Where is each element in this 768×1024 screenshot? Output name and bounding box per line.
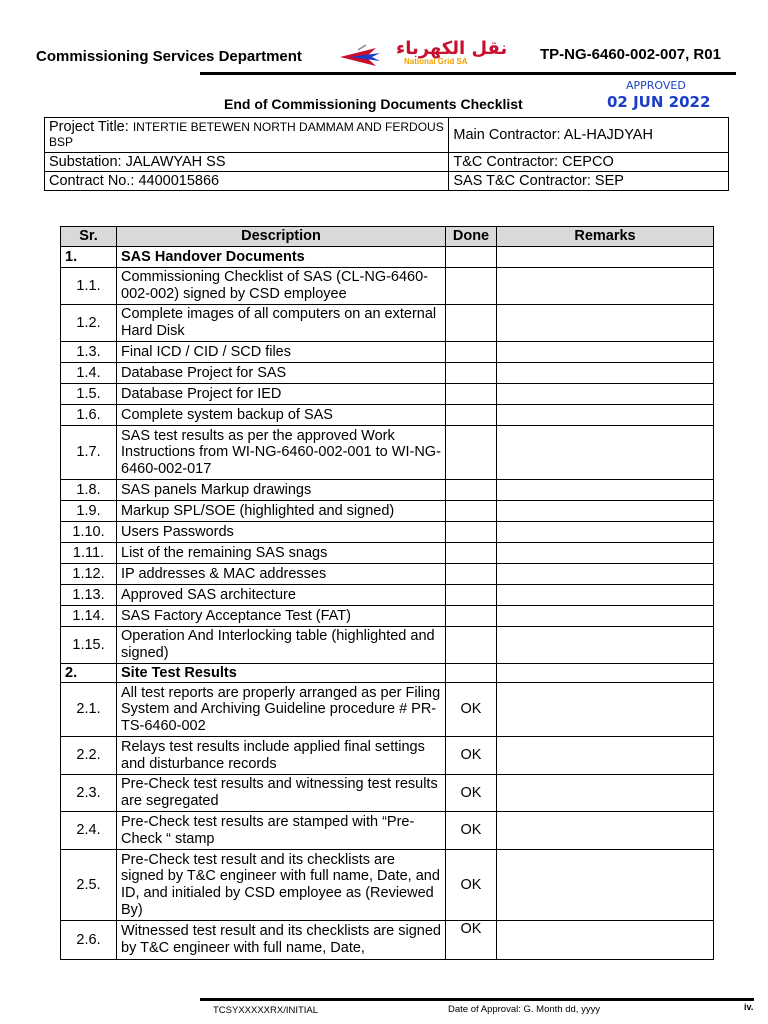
info-row xyxy=(45,153,729,172)
row-done xyxy=(446,384,497,405)
table-row xyxy=(61,683,714,737)
approved-stamp-label: APPROVED xyxy=(626,79,686,92)
row-sr: 2.2. xyxy=(61,737,117,775)
row-done xyxy=(446,664,497,683)
row-remarks xyxy=(497,501,714,522)
row-done xyxy=(446,501,497,522)
row-description: Pre-Check test results are stamped with “Pre-Check “ stamp xyxy=(117,812,446,850)
row-sr: 1.12. xyxy=(61,564,117,585)
department-name: Commissioning Services Department xyxy=(36,48,302,65)
row-sr: 1. xyxy=(61,247,117,268)
row-description: Site Test Results xyxy=(117,664,446,683)
row-done: OK xyxy=(446,775,497,812)
row-done: OK xyxy=(446,921,497,960)
row-remarks xyxy=(497,627,714,664)
project-title-cell xyxy=(45,118,449,153)
row-remarks xyxy=(497,480,714,501)
section-row xyxy=(61,664,714,683)
row-done xyxy=(446,543,497,564)
row-description: SAS test results as per the approved Work Instructions from WI-NG-6460-002-001 to WI-NG-6460-002-017 xyxy=(117,426,446,480)
table-row xyxy=(61,384,714,405)
document-title: End of Commissioning Documents Checklist xyxy=(224,96,523,112)
row-description: IP addresses & MAC addresses xyxy=(117,564,446,585)
row-description: Database Project for SAS xyxy=(117,363,446,384)
substation-cell: Substation: JALAWYAH SS xyxy=(45,153,449,172)
table-row xyxy=(61,850,714,921)
project-title-value: INTERTIE BETEWEN NORTH DAMMAM AND FERDOUS BSP xyxy=(49,120,444,149)
row-remarks xyxy=(497,342,714,363)
row-description: Database Project for IED xyxy=(117,384,446,405)
row-sr: 1.3. xyxy=(61,342,117,363)
row-sr: 1.4. xyxy=(61,363,117,384)
row-sr: 2.1. xyxy=(61,683,117,737)
row-sr: 1.13. xyxy=(61,585,117,606)
project-info-table xyxy=(44,117,729,191)
header-done: Done xyxy=(446,227,497,247)
main-contractor-cell: Main Contractor: AL-HAJDYAH xyxy=(449,118,729,153)
row-description: Markup SPL/SOE (highlighted and signed) xyxy=(117,501,446,522)
row-remarks xyxy=(497,363,714,384)
row-done xyxy=(446,585,497,606)
row-remarks xyxy=(497,268,714,305)
page-number: iv. xyxy=(744,1002,754,1012)
row-remarks xyxy=(497,247,714,268)
row-description: Pre-Check test result and its checklists are signed by T&C engineer with full name, Date, and ID, and initialed by CSD employee as (Reviewed By) xyxy=(117,850,446,921)
table-row xyxy=(61,812,714,850)
table-row xyxy=(61,564,714,585)
row-sr: 1.14. xyxy=(61,606,117,627)
table-row xyxy=(61,606,714,627)
row-sr: 1.5. xyxy=(61,384,117,405)
row-description: Final ICD / CID / SCD files xyxy=(117,342,446,363)
table-row xyxy=(61,501,714,522)
row-sr: 2.5. xyxy=(61,850,117,921)
checklist-table xyxy=(60,226,714,960)
row-remarks xyxy=(497,683,714,737)
table-row xyxy=(61,480,714,501)
row-sr: 2.4. xyxy=(61,812,117,850)
row-remarks xyxy=(497,850,714,921)
approved-stamp-date: 02 JUN 2022 xyxy=(607,93,711,111)
table-row xyxy=(61,921,714,960)
table-row xyxy=(61,426,714,480)
header-description: Description xyxy=(117,227,446,247)
row-done xyxy=(446,268,497,305)
row-sr: 1.15. xyxy=(61,627,117,664)
row-done xyxy=(446,405,497,426)
row-sr: 1.2. xyxy=(61,305,117,342)
row-sr: 1.7. xyxy=(61,426,117,480)
row-done xyxy=(446,363,497,384)
section-row xyxy=(61,247,714,268)
table-row xyxy=(61,268,714,305)
row-remarks xyxy=(497,812,714,850)
row-done: OK xyxy=(446,850,497,921)
row-remarks xyxy=(497,564,714,585)
row-done xyxy=(446,480,497,501)
sas-tc-contractor-cell: SAS T&C Contractor: SEP xyxy=(449,172,729,191)
row-done: OK xyxy=(446,812,497,850)
table-row xyxy=(61,585,714,606)
logo-english-text: National Grid SA xyxy=(404,57,468,66)
table-row xyxy=(61,342,714,363)
project-title-label: Project Title: xyxy=(49,119,129,135)
row-done xyxy=(446,305,497,342)
row-remarks xyxy=(497,775,714,812)
row-sr: 2.3. xyxy=(61,775,117,812)
logo-arrow-icon xyxy=(336,40,396,74)
row-description: SAS panels Markup drawings xyxy=(117,480,446,501)
footer-code: TCSYXXXXXRX/INITIAL xyxy=(213,1005,319,1016)
header-remarks: Remarks xyxy=(497,227,714,247)
row-sr: 2.6. xyxy=(61,921,117,960)
row-description: Pre-Check test results and witnessing test results are segregated xyxy=(117,775,446,812)
row-remarks xyxy=(497,426,714,480)
row-sr: 1.8. xyxy=(61,480,117,501)
row-remarks xyxy=(497,921,714,960)
table-row xyxy=(61,363,714,384)
row-remarks xyxy=(497,384,714,405)
table-row xyxy=(61,522,714,543)
logo-arabic-text: نقل الكهرباء xyxy=(396,38,508,59)
row-sr: 1.11. xyxy=(61,543,117,564)
footer-approval-date: Date of Approval: G. Month dd, yyyy xyxy=(448,1004,601,1015)
footer-divider xyxy=(200,998,754,1001)
row-description: Operation And Interlocking table (highlighted and signed) xyxy=(117,627,446,664)
checklist-header-row xyxy=(61,227,714,247)
row-done: OK xyxy=(446,683,497,737)
row-remarks xyxy=(497,405,714,426)
row-sr: 1.10. xyxy=(61,522,117,543)
row-done xyxy=(446,606,497,627)
row-done xyxy=(446,342,497,363)
row-description: Witnessed test result and its checklists are signed by T&C engineer with full name, Date, xyxy=(117,921,446,960)
row-done xyxy=(446,247,497,268)
row-done xyxy=(446,627,497,664)
row-remarks xyxy=(497,305,714,342)
row-description: SAS Factory Acceptance Test (FAT) xyxy=(117,606,446,627)
row-remarks xyxy=(497,737,714,775)
table-row xyxy=(61,543,714,564)
row-remarks xyxy=(497,606,714,627)
row-description: Approved SAS architecture xyxy=(117,585,446,606)
row-description: Complete images of all computers on an external Hard Disk xyxy=(117,305,446,342)
row-remarks xyxy=(497,543,714,564)
row-remarks xyxy=(497,585,714,606)
table-row xyxy=(61,405,714,426)
row-remarks xyxy=(497,522,714,543)
national-grid-logo xyxy=(336,40,516,74)
header-divider xyxy=(200,72,736,75)
row-description: SAS Handover Documents xyxy=(117,247,446,268)
header-sr: Sr. xyxy=(61,227,117,247)
table-row xyxy=(61,305,714,342)
document-code: TP-NG-6460-002-007, R01 xyxy=(540,46,721,63)
row-sr: 2. xyxy=(61,664,117,683)
row-sr: 1.9. xyxy=(61,501,117,522)
row-description: Relays test results include applied final settings and disturbance records xyxy=(117,737,446,775)
row-done xyxy=(446,522,497,543)
contract-no-cell: Contract No.: 4400015866 xyxy=(45,172,449,191)
row-description: Commissioning Checklist of SAS (CL-NG-6460-002-002) signed by CSD employee xyxy=(117,268,446,305)
table-row xyxy=(61,775,714,812)
row-done xyxy=(446,564,497,585)
tc-contractor-cell: T&C Contractor: CEPCO xyxy=(449,153,729,172)
row-description: All test reports are properly arranged as per Filing System and Archiving Guideline procedure # PR-TS-6460-002 xyxy=(117,683,446,737)
info-row xyxy=(45,172,729,191)
info-row xyxy=(45,118,729,153)
row-description: List of the remaining SAS snags xyxy=(117,543,446,564)
row-sr: 1.6. xyxy=(61,405,117,426)
row-sr: 1.1. xyxy=(61,268,117,305)
row-done xyxy=(446,426,497,480)
row-remarks xyxy=(497,664,714,683)
row-description: Users Passwords xyxy=(117,522,446,543)
row-description: Complete system backup of SAS xyxy=(117,405,446,426)
row-done: OK xyxy=(446,737,497,775)
table-row xyxy=(61,627,714,664)
table-row xyxy=(61,737,714,775)
